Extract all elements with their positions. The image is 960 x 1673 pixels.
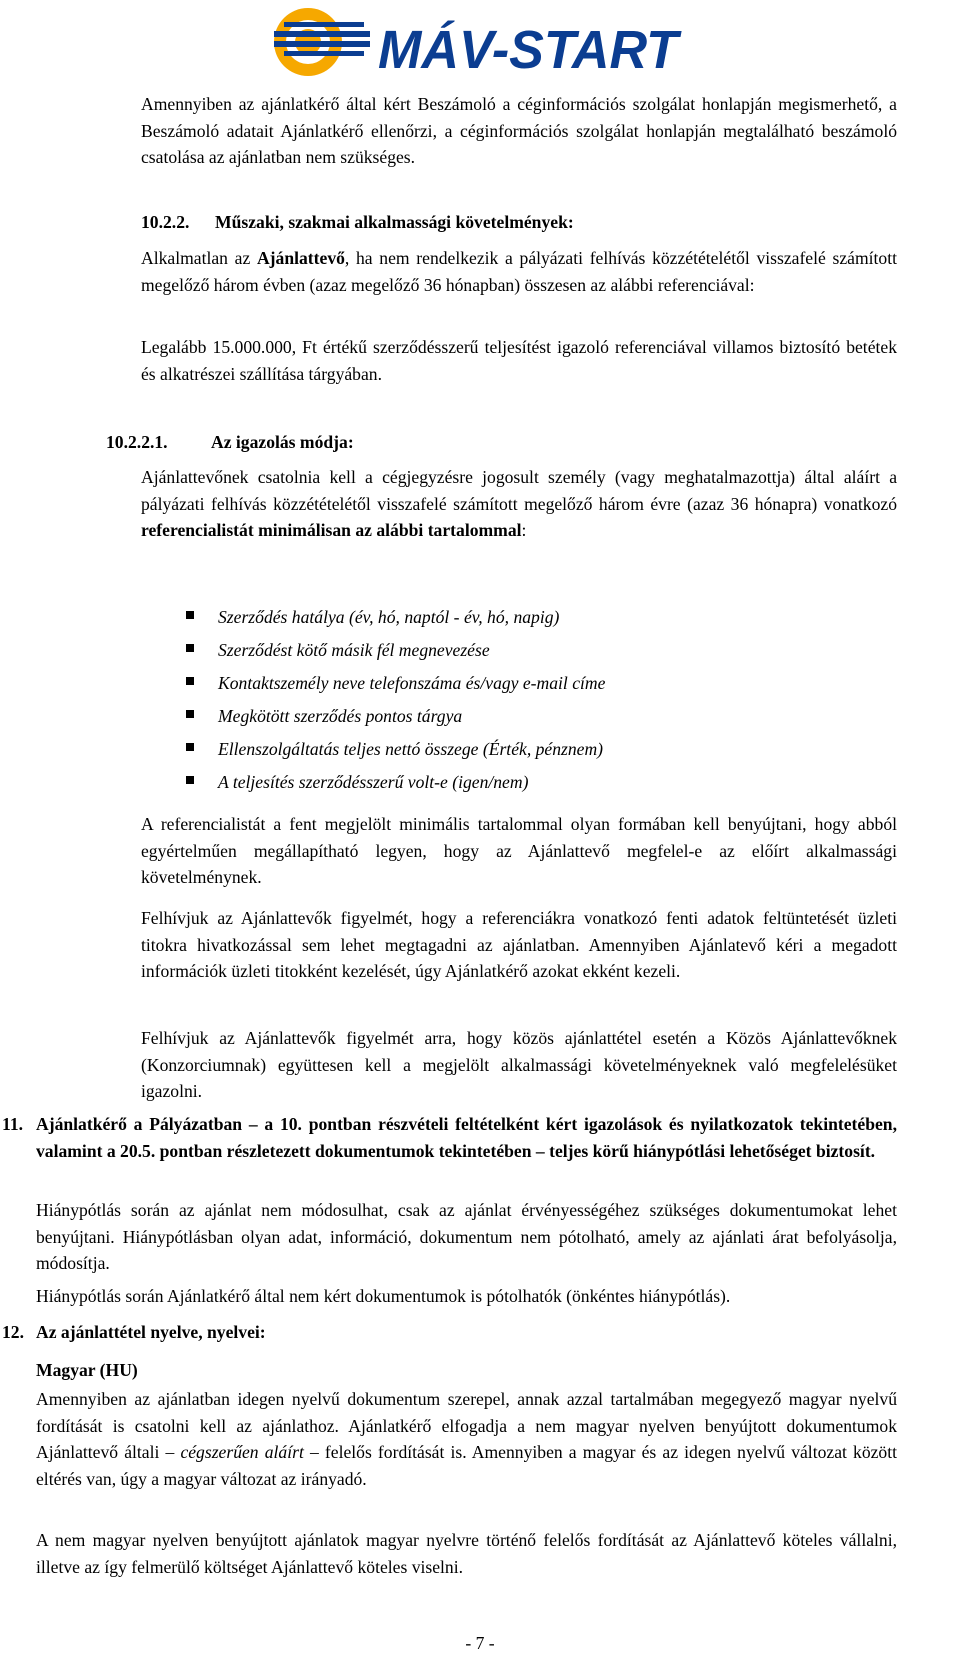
paragraph: Hiánypótlás során Ajánlatkérő által nem kért dokumentumok is pótolhatók (önkéntes hiánypótlás). [36, 1286, 731, 1306]
section-12-paragraph-1 [36, 1386, 897, 1492]
section-10-2-2-paragraph-2 [141, 334, 897, 387]
text: : [521, 520, 527, 540]
list-item [186, 600, 926, 633]
section-10-2-2-paragraph-1 [141, 245, 897, 298]
section-number-12: 12. [2, 1322, 24, 1342]
bullet-square-icon [186, 710, 194, 718]
bullet-square-icon [186, 743, 194, 751]
list-item-text: Megkötött szerződés pontos tárgya [218, 705, 463, 726]
logo-text: MÁV-START [378, 20, 682, 80]
text: Ajánlattevőnek csatolnia kell a cégjegyzésre jogosult személy (vagy meghatalmazottja) által aláírt a pályázati felhívás közzétételétől visszafelé számított megelőző három évre (azaz 36 hónapra) vonatkozó [141, 467, 897, 514]
section-12-paragraph-2 [36, 1527, 897, 1580]
paragraph: A nem magyar nyelven benyújtott ajánlatok magyar nyelvre történő felelős fordítását az Ajánlattevő köteles vállalni, illetve az így felmerülő költséget Ajánlattevő köteles viselni. [36, 1530, 897, 1577]
bullet-square-icon [186, 611, 194, 619]
list-item [186, 666, 926, 699]
requirement-list [186, 600, 926, 798]
language-label: Magyar (HU) [36, 1360, 138, 1380]
intro-paragraph [141, 91, 897, 171]
list-item [186, 765, 926, 798]
section-number: 10.2.2. [141, 212, 190, 232]
section-title-11 [36, 1111, 897, 1164]
section-10-2-2-1-paragraph-1 [141, 464, 897, 544]
section-number: 10.2.2.1. [106, 432, 168, 452]
section-heading-10-2-2 [141, 209, 897, 236]
page-number: - 7 - [465, 1633, 495, 1653]
mav-start-logo [270, 4, 690, 80]
italic-text: cégszerűen aláírt [180, 1442, 304, 1462]
paragraph: Felhívjuk az Ajánlattevők figyelmét arra, hogy közös ajánlattétel esetén a Közös Ajánlattevőknek (Konzorciumnak) együttesen kell a megjelölt alkalmassági követelményeknek való megfelelésüket igazolni. [141, 1028, 897, 1101]
section-title-12: Az ajánlattétel nyelve, nyelvei: [36, 1322, 266, 1342]
list-item-text: Szerződést kötő másik fél megnevezése [218, 639, 490, 660]
section-title: Műszaki, szakmai alkalmassági követelmények: [215, 212, 574, 232]
text: Alkalmatlan az [141, 248, 257, 268]
list-item-text: Szerződés hatálya (év, hó, naptól - év, hó, napig) [218, 606, 560, 627]
paragraph: Legalább 15.000.000, Ft értékű szerződésszerű teljesítést igazoló referenciával villamos biztosító betétek és alkatrészei szállítása tárgyában. [141, 337, 897, 384]
section-heading-10-2-2-1 [106, 429, 896, 456]
bold-text: Ajánlattevő [256, 248, 345, 268]
bullet-square-icon [186, 677, 194, 685]
section-title: Az igazolás módja: [211, 432, 354, 452]
list-item-text: A teljesítés szerződésszerű volt-e (igen/nem) [218, 771, 529, 792]
text: Amennyiben az ajánlatban idegen nyelvű dokumentum szerepel, annak azzal tartalmában megegyező magyar nyelvű fordítását is csatolni kell az ajánlathoz. Ajánlatkérő elfogadja a nem magyar nyelven benyújtott dokumentumok Ajánlattevő általi – [36, 1389, 897, 1462]
list-item [186, 699, 926, 732]
text: , ha nem rendelkezik a pályázati felhívás közzétételétől visszafelé számított megelőző három évben (azaz megelőző 36 hónapban) összesen az alábbi referenciával: [141, 248, 897, 295]
text: – felelős fordítását is. Amennyiben a magyar és az idegen nyelvű változat között eltérés van, úgy a magyar változat az irányadó. [36, 1442, 897, 1489]
section-11-paragraph-2 [36, 1283, 916, 1310]
paragraph: A referencialistát a fent megjelölt minimális tartalommal olyan formában kell benyújtani, hogy abból egyértelműen megállapítható legyen, hogy az Ajánlattevő megfelel-e az előírt alkalmassági követelménynek. [141, 814, 897, 887]
section-10-2-2-1-paragraph-4 [141, 1025, 897, 1105]
paragraph: Amennyiben az ajánlatkérő által kért Beszámoló a céginformációs szolgálat honlapján megismerhető, a Beszámoló adatait Ajánlatkérő ellenőrzi, a céginformációs szolgálat honlapján megtalálható beszámoló csatolása az ajánlatban nem szükséges. [141, 94, 897, 167]
section-10-2-2-1-paragraph-3 [141, 905, 897, 985]
section-number-11: 11. [2, 1114, 24, 1134]
bold-text: referencialistát minimálisan az alábbi tartalommal [141, 520, 522, 540]
list-item-text: Kontaktszemély neve telefonszáma és/vagy e-mail címe [218, 672, 606, 693]
section-title: Ajánlatkérő a Pályázatban – a 10. pontban részvételi feltételként kért igazolások és nyilatkozatok tekintetében, valamint a 20.5. pontban részletezett dokumentumok tekintetében – teljes körű hiánypótlási lehetőséget biztosít. [36, 1114, 897, 1161]
paragraph: Felhívjuk az Ajánlattevők figyelmét, hogy a referenciákra vonatkozó fenti adatok feltüntetését üzleti titokra hivatkozással sem lehet megtagadni az ajánlatban. Amennyiben Ajánlatevő kéri a megadott információk üzleti titokként kezelését, úgy Ajánlatkérő azokat ekként kezeli. [141, 908, 897, 981]
list-item [186, 633, 926, 666]
bullet-square-icon [186, 644, 194, 652]
paragraph: Hiánypótlás során az ajánlat nem módosulhat, csak az ajánlat érvényességéhez szükséges dokumentumokat lehet benyújtani. Hiánypótlásban olyan adat, információ, dokumentum nem pótolható, amely az ajánlati árat befolyásolja, módosítja. [36, 1200, 897, 1273]
bullet-square-icon [186, 776, 194, 784]
section-11-paragraph-1 [36, 1197, 897, 1277]
section-10-2-2-1-paragraph-2 [141, 811, 897, 891]
list-item [186, 732, 926, 765]
list-item-text: Ellenszolgáltatás teljes nettó összege (Érték, pénznem) [218, 738, 604, 759]
